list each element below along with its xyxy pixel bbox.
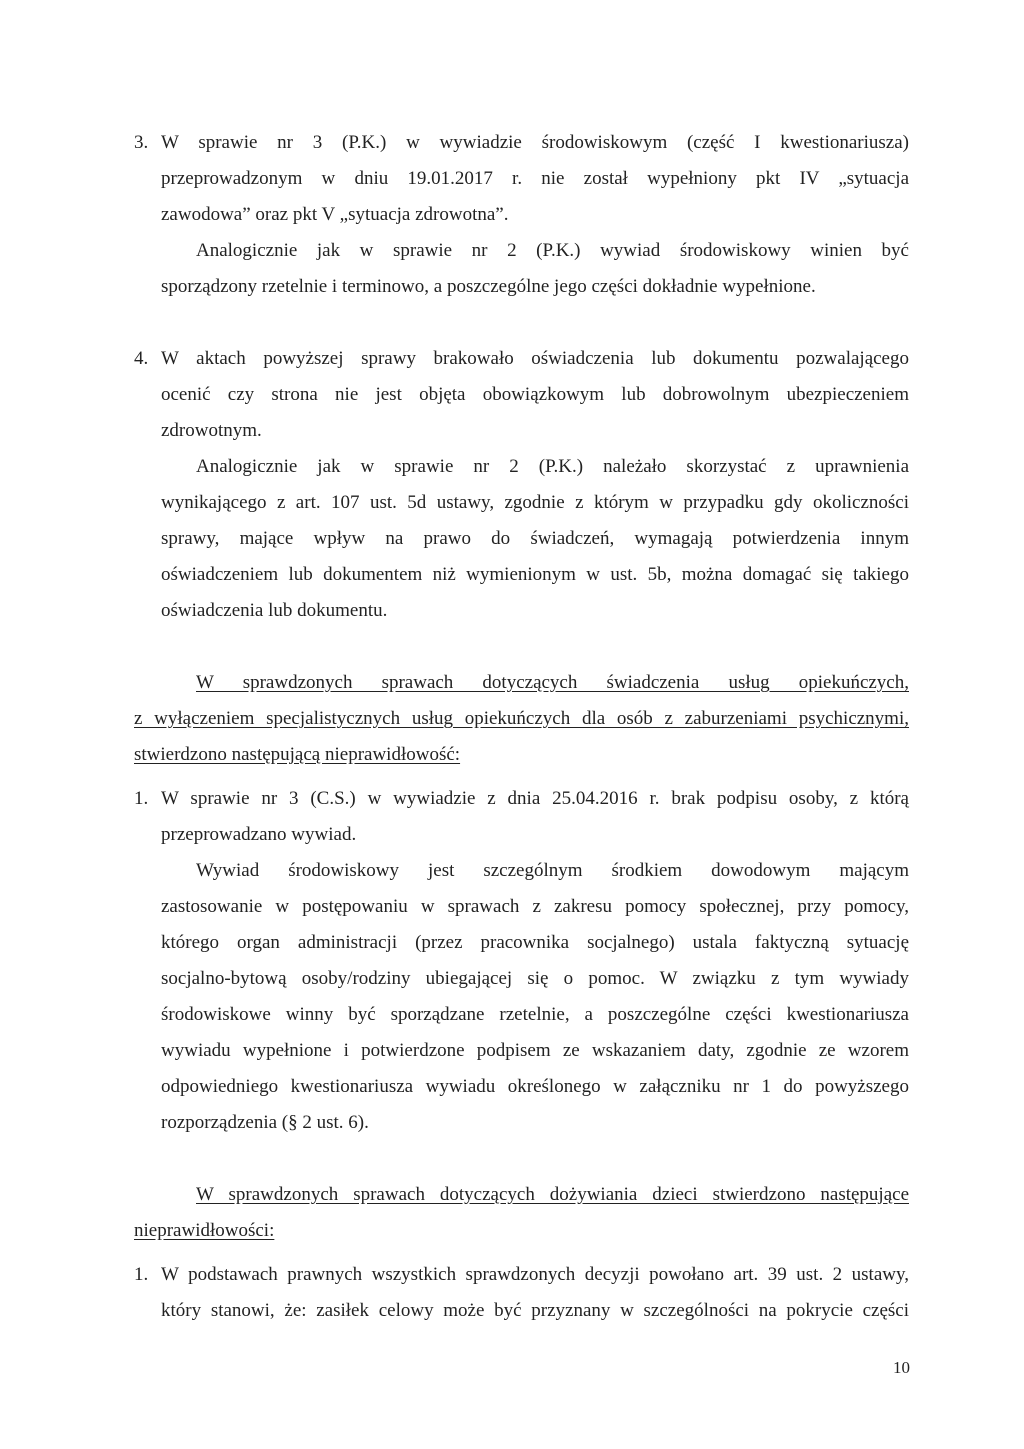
- care-heading-line-2: z wyłączeniem specjalistycznych usług opiekuńczych dla osób z zaburzeniami psychicznymi,: [134, 708, 909, 729]
- section-4-line-6: sprawy, mające wpływ na prawo do świadczeń, wymagają potwierdzenia innym: [161, 528, 909, 549]
- section-4-line-3: zdrowotnym.: [161, 420, 262, 441]
- meals-heading-line-1: W sprawdzonych sprawach dotyczących dożywiania dzieci stwierdzono następujące: [196, 1184, 909, 1205]
- care-heading-line-1: W sprawdzonych sprawach dotyczących świadczenia usług opiekuńczych,: [196, 672, 909, 693]
- care-item-1-line-8: wywiadu wypełnione i potwierdzone podpisem ze wskazaniem daty, zgodnie ze wzorem: [161, 1040, 909, 1061]
- section-4-line-4: Analogicznie jak w sprawie nr 2 (P.K.) należało skorzystać z uprawnienia: [196, 456, 909, 477]
- care-item-1-line-3: Wywiad środowiskowy jest szczególnym środkiem dowodowym mającym: [196, 860, 909, 881]
- section-3-line-5: sporządzony rzetelnie i terminowo, a poszczególne jego części dokładnie wypełnione.: [161, 276, 816, 297]
- care-item-1-line-10: rozporządzenia (§ 2 ust. 6).: [161, 1112, 369, 1133]
- section-4-line-1: W aktach powyższej sprawy brakowało oświadczenia lub dokumentu pozwalającego: [161, 348, 909, 369]
- care-item-1-line-6: socjalno-bytową osoby/rodziny ubiegającej się o pomoc. W związku z tym wywiady: [161, 968, 909, 989]
- meals-item-1-line-2: który stanowi, że: zasiłek celowy może być przyznany w szczególności na pokrycie części: [161, 1300, 909, 1321]
- section-3-line-4: Analogicznie jak w sprawie nr 2 (P.K.) wywiad środowiskowy winien być: [196, 240, 909, 261]
- section-3-line-1: W sprawie nr 3 (P.K.) w wywiadzie środowiskowym (część I kwestionariusza): [161, 132, 909, 153]
- care-heading-line-3: stwierdzono następującą nieprawidłowość:: [134, 744, 461, 765]
- care-item-1-line-5: którego organ administracji (przez pracownika socjalnego) ustala faktyczną sytuację: [161, 932, 909, 953]
- care-item-1-line-9: odpowiedniego kwestionariusza wywiadu określonego w załączniku nr 1 do powyższego: [161, 1076, 909, 1097]
- page-number: 10: [893, 1358, 910, 1377]
- care-item-1-line-7: środowiskowe winny być sporządzane rzetelnie, a poszczególne części kwestionariusza: [161, 1004, 909, 1025]
- care-item-1-line-4: zastosowanie w postępowaniu w sprawach z zakresu pomocy społecznej, przy pomocy,: [161, 896, 909, 917]
- section-4-line-7: oświadczeniem lub dokumentem niż wymienionym w ust. 5b, można domagać się takiego: [161, 564, 909, 585]
- care-item-1-number: 1.: [134, 788, 149, 809]
- meals-item-1-number: 1.: [134, 1264, 149, 1285]
- meals-item-1-line-1: W podstawach prawnych wszystkich sprawdzonych decyzji powołano art. 39 ust. 2 ustawy,: [161, 1264, 909, 1285]
- section-3-line-2: przeprowadzonym w dniu 19.01.2017 r. nie został wypełniony pkt IV „sytuacja: [161, 168, 909, 189]
- care-item-1-line-1: W sprawie nr 3 (C.S.) w wywiadzie z dnia 25.04.2016 r. brak podpisu osoby, z którą: [161, 788, 909, 809]
- care-item-1-line-2: przeprowadzano wywiad.: [161, 824, 357, 845]
- section-4-line-5: wynikającego z art. 107 ust. 5d ustawy, zgodnie z którym w przypadku gdy okoliczności: [161, 492, 909, 513]
- section-4-line-8: oświadczenia lub dokumentu.: [161, 600, 388, 621]
- section-4-number: 4.: [134, 348, 149, 369]
- section-3-number: 3.: [134, 132, 149, 153]
- meals-heading-line-2: nieprawidłowości:: [134, 1220, 275, 1241]
- section-3-line-3: zawodowa” oraz pkt V „sytuacja zdrowotna”.: [161, 204, 509, 225]
- section-4-line-2: ocenić czy strona nie jest objęta obowiązkowym lub dobrowolnym ubezpieczeniem: [161, 384, 909, 405]
